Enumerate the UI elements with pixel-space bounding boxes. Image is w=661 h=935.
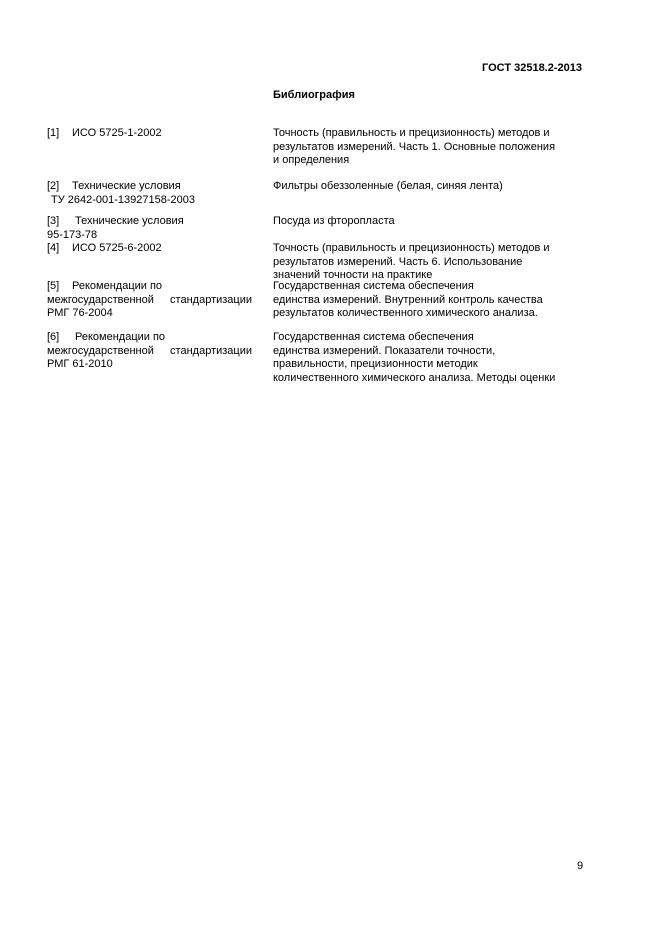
entry-number: [1]: [47, 127, 60, 139]
entry-number: [3]: [47, 215, 60, 227]
title-line: результатов измерений. Часть 1. Основные положения: [273, 140, 556, 153]
source-line: [3] Технические условия: [47, 215, 184, 227]
source-line: [4] ИСО 5725-6-2002: [47, 242, 162, 254]
title-line: Точность (правильность и прецизионность) методов и: [273, 127, 550, 139]
title-line: Государственная система обеспечения: [273, 280, 474, 292]
title-line: Государственная система обеспечения: [273, 331, 474, 343]
source-line: [1] ИСО 5725-1-2002: [47, 127, 162, 139]
source-line: РМГ 61-2010: [47, 358, 113, 371]
source-line: 95-173-78: [47, 228, 98, 241]
bibliography-entry-title: [273, 127, 573, 168]
source-line: межгосударственной стандартизации: [47, 293, 252, 306]
title-line: результатов измерений. Часть 6. Использование: [273, 255, 523, 268]
title-line: и определения: [273, 154, 350, 167]
bibliography-entry-source: [47, 331, 252, 372]
bibliography-entry-source: [47, 215, 252, 242]
bibliography-entry-source: [47, 280, 252, 321]
bibliography-entry-source: [47, 242, 252, 256]
title-line: значений точности на практике: [273, 269, 433, 282]
section-title: Библиография: [273, 89, 355, 101]
bibliography-entry-source: [47, 180, 252, 207]
title-line: единства измерений. Внутренний контроль качества: [273, 293, 543, 306]
source-line: РМГ 76-2004: [47, 307, 113, 320]
source-line: [6] Рекомендации по: [47, 331, 166, 343]
title-line: Фильтры обеззоленные (белая, синяя лента): [273, 180, 503, 192]
bibliography-entry-title: [273, 242, 573, 283]
source-line: [2] Технические условия: [47, 180, 181, 192]
entry-number: [6]: [47, 331, 60, 343]
entry-number: [5]: [47, 280, 60, 292]
title-line: Посуда из фторопласта: [273, 215, 395, 227]
title-line: результатов количественного химического анализа.: [273, 307, 538, 320]
title-line: количественного химического анализа. Методы оценки: [273, 371, 556, 384]
bibliography-entry-source: [47, 127, 252, 141]
title-line: Точность (правильность и прецизионность) методов и: [273, 242, 550, 254]
bibliography-entry-title: [273, 280, 573, 321]
bibliography-entry-title: [273, 215, 573, 229]
source-line: межгосударственной стандартизации: [47, 344, 252, 357]
title-line: правильности, прецизионности методик: [273, 358, 478, 371]
entry-number: [4]: [47, 242, 60, 254]
source-line: ТУ 2642-001-13927158-2003: [51, 193, 195, 206]
source-line: [5] Рекомендации по: [47, 280, 163, 292]
entry-number: [2]: [47, 180, 60, 192]
page-number: 9: [577, 860, 584, 872]
bibliography-entry-title: [273, 180, 573, 194]
bibliography-entry-title: [273, 331, 573, 385]
title-line: единства измерений. Показатели точности,: [273, 344, 496, 357]
document-code: ГОСТ 32518.2-2013: [482, 62, 582, 74]
